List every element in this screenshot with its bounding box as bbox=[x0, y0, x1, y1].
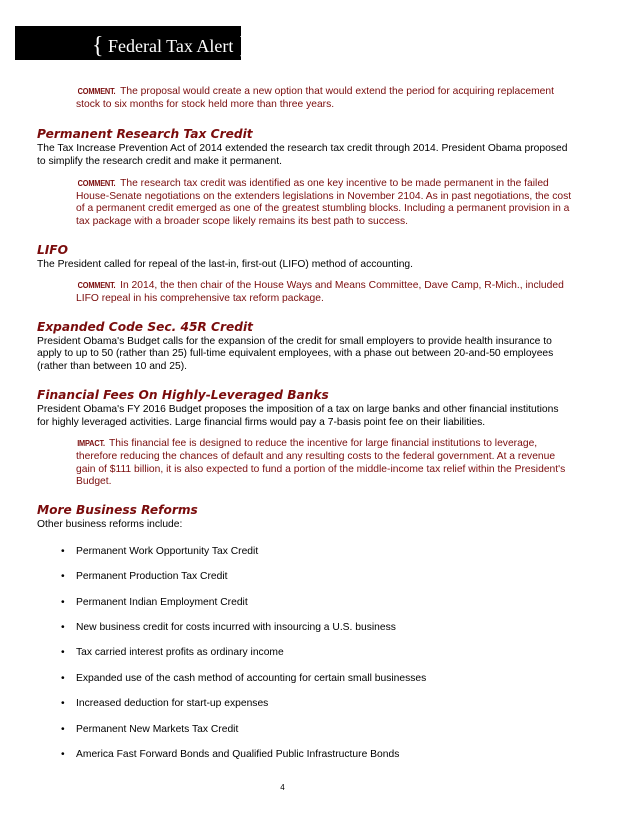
section-body-fees: President Obama's FY 2016 Budget proposes the imposition of a tax on large banks and other financial institutions for highly leveraged activities. Large financial firms would pay a 7-basis point fee on their liabilities. bbox=[37, 403, 559, 428]
bullet-icon: • bbox=[61, 723, 65, 735]
bullet-icon: • bbox=[61, 748, 65, 760]
list-item-text: Permanent Work Opportunity Tax Credit bbox=[76, 545, 259, 557]
impact-text: This financial fee is designed to reduce the incentive for large financial institutions to leverage, therefore reducing the chances of default and any resulting costs to the federal government. At a revenue gain of $111 billion, it is also expected to fund a portion of the middle-income tax relief within the President's Budget. bbox=[76, 438, 566, 488]
bullet-icon: • bbox=[61, 596, 65, 608]
document-body bbox=[37, 86, 572, 774]
bullet-icon: • bbox=[61, 571, 65, 583]
comment-label: COMMENT. bbox=[77, 178, 116, 188]
section-body-lifo: The President called for repeal of the last-in, first-out (LIFO) method of accounting. bbox=[37, 258, 414, 270]
section-body-research: The Tax Increase Prevention Act of 2014 extended the research tax credit through 2014. President Obama proposed to simplify the research credit and make it permanent. bbox=[37, 143, 568, 168]
section-body-45r: President Obama's Budget calls for the expansion of the credit for small employers to provide health insurance to apply to up to 50 (rather than 25) full-time equivalent employees, with a phase out between 20-and-50 employees (rather than between 10 and 25). bbox=[37, 335, 554, 373]
intro-comment bbox=[76, 86, 572, 111]
list-item bbox=[37, 698, 572, 723]
list-item-text: Permanent New Markets Tax Credit bbox=[76, 723, 239, 735]
bullet-icon: • bbox=[61, 698, 65, 710]
comment-label: COMMENT. bbox=[77, 281, 116, 291]
comment-text: The research tax credit was identified as one key incentive to be made permanent in the failed House-Senate negotiations on the extenders legislations in November 2104. As in past negotiations, the cost of a permanent credit emerged as one of the greatest stumbling blocks. Including a permanent provision in a tax package with a broader scope likely remains its best path to success. bbox=[76, 177, 572, 227]
list-item bbox=[37, 749, 572, 774]
list-item bbox=[37, 724, 572, 749]
section-heading-more: More Business Reforms bbox=[37, 503, 198, 518]
impact-label: IMPACT. bbox=[77, 439, 105, 449]
lifo-comment bbox=[76, 280, 572, 305]
comment-text: In 2014, the then chair of the House Ways and Means Committee, Dave Camp, R-Mich., included LIFO repeal in his comprehensive tax reform package. bbox=[76, 280, 564, 305]
section-heading-fees: Financial Fees On Highly-Leveraged Banks bbox=[37, 387, 329, 402]
list-item bbox=[37, 647, 572, 672]
list-item bbox=[37, 622, 572, 647]
list-item bbox=[37, 546, 572, 571]
section-heading-45r: Expanded Code Sec. 45R Credit bbox=[37, 319, 253, 334]
bullet-icon: • bbox=[61, 621, 65, 633]
open-brace: { bbox=[92, 33, 104, 59]
list-item-text: Increased deduction for start-up expenses bbox=[76, 698, 269, 710]
list-item bbox=[37, 571, 572, 596]
list-item-text: Permanent Indian Employment Credit bbox=[76, 596, 248, 608]
list-item-text: America Fast Forward Bonds and Qualified Public Infrastructure Bonds bbox=[76, 748, 400, 760]
section-heading-research: Permanent Research Tax Credit bbox=[37, 127, 253, 142]
research-comment bbox=[76, 178, 572, 229]
bullet-icon: • bbox=[61, 672, 65, 684]
list-item bbox=[37, 673, 572, 698]
list-item-text: Permanent Production Tax Credit bbox=[76, 571, 228, 583]
list-item-text: Tax carried interest profits as ordinary income bbox=[76, 647, 284, 659]
list-item-text: New business credit for costs incurred with insourcing a U.S. business bbox=[76, 621, 396, 633]
business-reforms-list bbox=[37, 546, 572, 775]
close-brace: } bbox=[237, 33, 250, 59]
bullet-icon: • bbox=[61, 545, 65, 557]
list-item-text: Expanded use of the cash method of accounting for certain small businesses bbox=[76, 672, 427, 684]
section-body-more: Other business reforms include: bbox=[37, 519, 183, 531]
section-heading-lifo: LIFO bbox=[37, 242, 68, 257]
bullet-icon: • bbox=[61, 647, 65, 659]
comment-label: COMMENT. bbox=[77, 87, 116, 96]
fees-impact bbox=[76, 438, 572, 489]
newsletter-title-text: Federal Tax Alert bbox=[108, 36, 234, 56]
list-item bbox=[37, 597, 572, 622]
comment-text: The proposal would create a new option that would extend the period for acquiring replacement stock to six months for stock held more than three years. bbox=[76, 86, 554, 110]
newsletter-title bbox=[92, 32, 249, 59]
page-number: 4 bbox=[280, 783, 285, 792]
